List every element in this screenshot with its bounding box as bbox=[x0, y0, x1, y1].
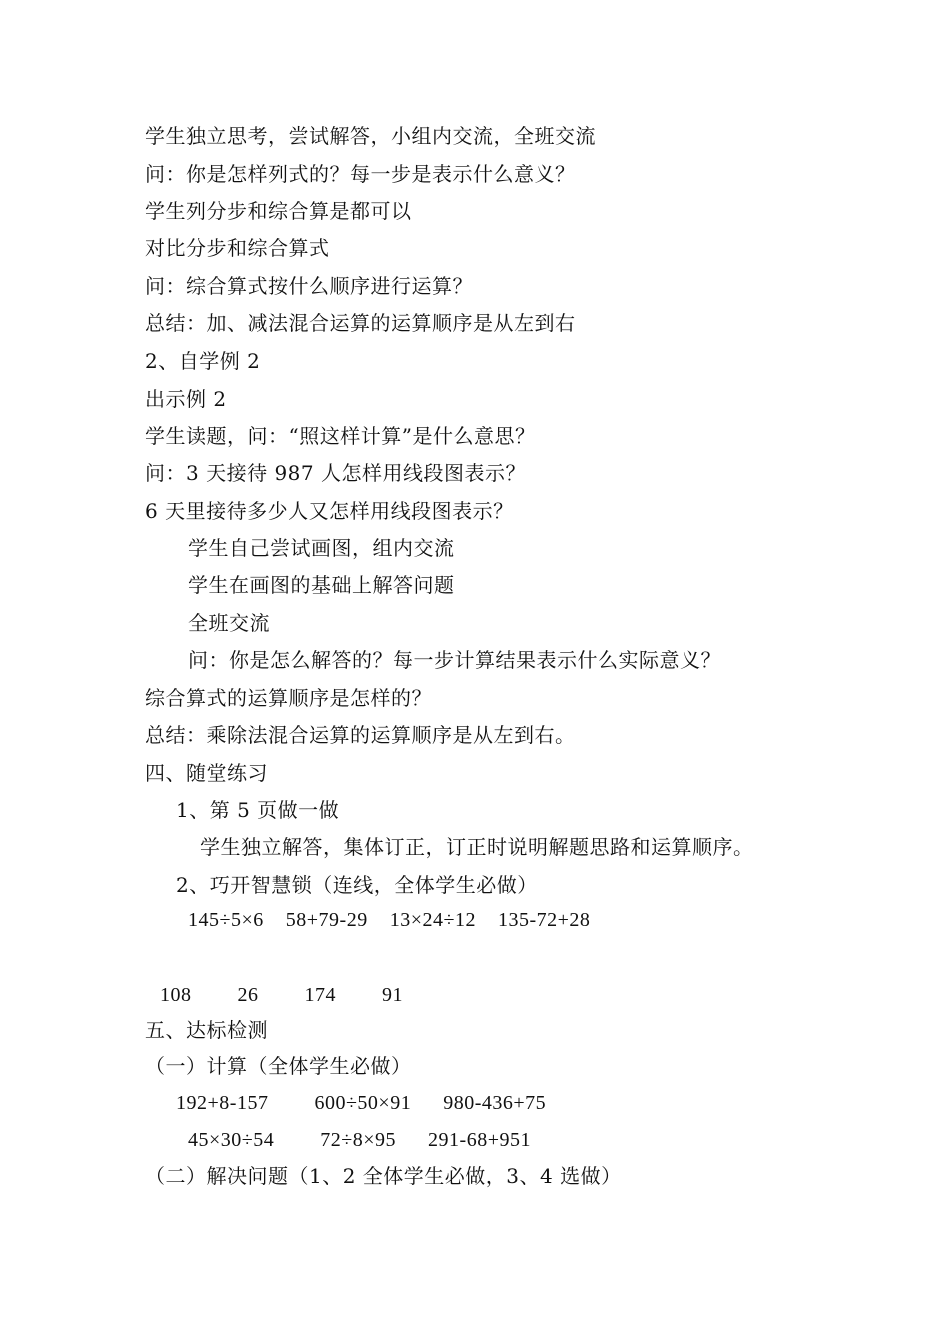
text-line: 学生读题，问：“照这样计算”是什么意思？ bbox=[145, 424, 536, 448]
text-line: 学生列分步和综合算是都可以 bbox=[145, 199, 412, 223]
text-line: 6 天里接待多少人又怎样用线段图表示？ bbox=[145, 499, 514, 523]
calc-expression: 72÷8×95 bbox=[320, 1129, 397, 1151]
puzzle-expression: 58+79-29 bbox=[285, 909, 368, 931]
calc-expression: 291-68+951 bbox=[428, 1129, 531, 1151]
subsection-heading: （二）解决问题（1、2 全体学生必做，3、4 选做） bbox=[145, 1164, 622, 1188]
section-heading: 五、达标检测 bbox=[145, 1018, 268, 1042]
puzzle-answers-row bbox=[160, 981, 403, 1009]
section-heading: 2、自学例 2 bbox=[145, 349, 261, 373]
calc-expression: 600÷50×91 bbox=[314, 1092, 412, 1114]
subsection-heading: （一）计算（全体学生必做） bbox=[145, 1054, 412, 1078]
puzzle-answer: 108 bbox=[160, 984, 192, 1006]
text-line: 综合算式的运算顺序是怎样的？ bbox=[145, 686, 432, 710]
text-line: 学生独立思考，尝试解答，小组内交流，全班交流 bbox=[145, 124, 596, 148]
puzzle-answer: 174 bbox=[304, 984, 336, 1006]
text-line: 全班交流 bbox=[188, 611, 270, 635]
puzzle-answer: 91 bbox=[382, 984, 403, 1006]
text-line: 总结：加、减法混合运算的运算顺序是从左到右 bbox=[145, 311, 576, 335]
text-line: 学生独立解答，集体订正，订正时说明解题思路和运算顺序。 bbox=[200, 835, 754, 859]
calc-row bbox=[188, 1126, 531, 1154]
text-line: 学生在画图的基础上解答问题 bbox=[188, 573, 455, 597]
text-line: 问：你是怎样列式的？每一步是表示什么意义？ bbox=[145, 162, 576, 186]
text-line: 问：你是怎么解答的？每一步计算结果表示什么实际意义？ bbox=[188, 648, 721, 672]
puzzle-expression: 145÷5×6 bbox=[188, 909, 264, 931]
text-line: 出示例 2 bbox=[145, 387, 227, 411]
text-line: 总结：乘除法混合运算的运算顺序是从左到右。 bbox=[145, 723, 576, 747]
puzzle-expression: 13×24÷12 bbox=[389, 909, 476, 931]
calc-row bbox=[176, 1089, 546, 1117]
subsection-heading: 1、第 5 页做一做 bbox=[176, 798, 340, 822]
section-heading: 四、随堂练习 bbox=[145, 761, 268, 785]
calc-expression: 192+8-157 bbox=[176, 1092, 269, 1114]
subsection-heading: 2、巧开智慧锁（连线，全体学生必做） bbox=[176, 873, 538, 897]
calc-expression: 45×30÷54 bbox=[188, 1129, 275, 1151]
text-line: 问：综合算式按什么顺序进行运算？ bbox=[145, 274, 473, 298]
puzzle-answer: 26 bbox=[237, 984, 259, 1006]
puzzle-expressions-row bbox=[188, 906, 590, 934]
puzzle-expression: 135-72+28 bbox=[497, 909, 591, 931]
text-line: 问：3 天接待 987 人怎样用线段图表示？ bbox=[145, 461, 526, 485]
text-line: 学生自己尝试画图，组内交流 bbox=[188, 536, 455, 560]
text-line: 对比分步和综合算式 bbox=[145, 236, 330, 260]
calc-expression: 980-436+75 bbox=[443, 1092, 547, 1114]
